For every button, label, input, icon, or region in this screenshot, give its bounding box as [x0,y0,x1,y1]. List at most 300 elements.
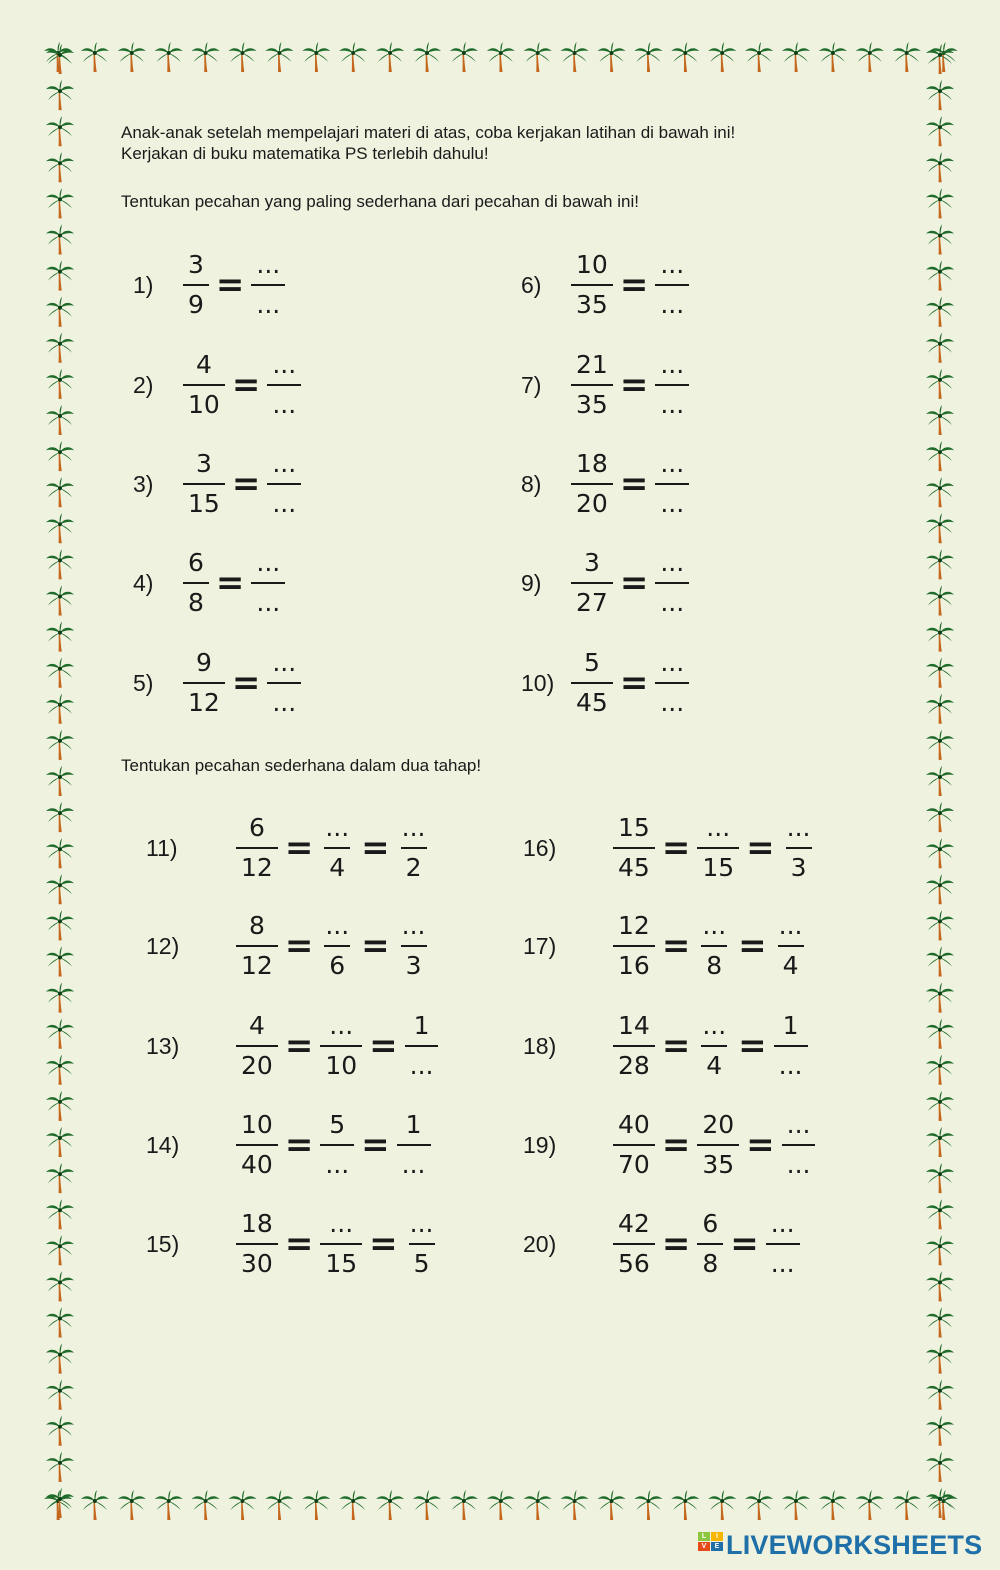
fraction [571,549,613,617]
palm-tree-icon [46,225,74,255]
denominator: 45 [613,847,655,882]
palm-tree-icon [782,1490,810,1520]
equals-sign: = [361,828,390,868]
fraction [183,450,225,518]
exercise-number: 3) [133,470,154,497]
fraction [267,649,301,717]
palm-tree-icon [118,1490,146,1520]
exercise-number: 19) [523,1131,557,1158]
numerator: ... [778,911,803,940]
exercise [133,345,301,425]
fraction [236,814,278,882]
logo-mark-letter: I [711,1532,723,1541]
palm-tree-icon [46,766,74,796]
palm-tree-icon [118,42,146,72]
palm-tree-icon [926,1271,954,1301]
palm-tree-icon [46,1199,74,1229]
palm-tree-icon [46,1127,74,1157]
palm-tree-icon [819,1490,847,1520]
palm-tree-icon [926,1308,954,1338]
equals-sign: = [361,1125,390,1165]
denominator: 15 [183,483,225,518]
fraction [236,1210,278,1278]
denominator: ... [397,1144,431,1179]
exercise-number: 9) [521,569,542,596]
denominator: 16 [613,945,655,980]
equals-sign: = [215,265,245,305]
exercise [133,543,285,623]
numerator: ... [256,250,281,279]
exercise-number: 14) [146,1131,180,1158]
fraction [774,1012,808,1080]
palm-tree-icon [926,622,954,652]
palm-tree-icon [926,874,954,904]
palm-tree-icon [487,1490,515,1520]
fraction [405,1210,439,1278]
palm-tree-icon [46,513,74,543]
fraction [397,1111,431,1179]
numerator: 9 [195,648,212,677]
numerator: 5 [329,1110,346,1139]
palm-tree-icon [46,910,74,940]
fraction [405,1012,439,1080]
palm-tree-icon [926,1380,954,1410]
fraction [655,649,689,717]
exercise-number: 11) [146,834,178,861]
fraction [766,1210,800,1278]
numerator: ... [660,548,685,577]
denominator: 15 [697,847,739,882]
fraction [697,1210,723,1278]
equals-sign: = [738,926,767,966]
palm-tree-icon [44,42,72,72]
palm-tree-icon [926,477,954,507]
numerator: 42 [618,1209,650,1238]
numerator: ... [660,350,685,379]
palm-tree-icon [598,42,626,72]
palm-tree-icon [46,983,74,1013]
numerator: 14 [618,1011,650,1040]
exercise-number: 17) [523,932,557,959]
numerator: ... [401,813,426,842]
fraction [655,351,689,419]
fraction [571,450,613,518]
numerator: 18 [241,1209,273,1238]
palm-tree-icon [926,658,954,688]
palm-tree-icon [926,152,954,182]
numerator: 5 [583,648,600,677]
palm-tree-icon [926,225,954,255]
palm-tree-icon [413,42,441,72]
palm-tree-icon [265,1490,293,1520]
denominator: 70 [613,1144,655,1179]
numerator: ... [325,911,350,940]
numerator: ... [702,911,727,940]
equals-sign: = [619,663,649,703]
palm-tree-icon [926,513,954,543]
denominator: 5 [409,1243,435,1278]
numerator: ... [272,449,297,478]
fraction [251,251,285,319]
denominator: ... [655,384,689,419]
palm-tree-icon [302,1490,330,1520]
numerator: 3 [583,548,600,577]
palm-tree-icon [671,42,699,72]
fraction [655,450,689,518]
palm-tree-icon [598,1490,626,1520]
fraction [613,1210,655,1278]
denominator: 12 [236,847,278,882]
equals-sign: = [369,1224,398,1264]
equals-sign: = [619,265,649,305]
exercise [521,643,689,723]
palm-tree-icon [926,802,954,832]
denominator: 3 [401,945,427,980]
palm-tree-icon [46,730,74,760]
denominator: 8 [701,945,727,980]
palm-tree-icon [46,1380,74,1410]
denominator: ... [405,1045,439,1080]
denominator: ... [320,1144,354,1179]
palm-tree-icon [926,1019,954,1049]
palm-tree-icon [926,333,954,363]
numerator: ... [786,813,811,842]
fraction [774,912,808,980]
numerator: ... [706,813,731,842]
palm-tree-icon [46,1452,74,1482]
denominator: 12 [236,945,278,980]
palm-tree-icon [155,42,183,72]
equals-sign: = [284,1026,314,1066]
palm-tree-icon [46,261,74,291]
palm-tree-icon [634,1490,662,1520]
numerator: 6 [188,548,204,577]
numerator: 20 [702,1110,735,1139]
equals-sign: = [284,1224,314,1264]
fraction [183,251,209,319]
exercise [146,906,431,986]
exercise-number: 20) [523,1230,557,1257]
palm-tree-icon [926,1163,954,1193]
palm-tree-icon [561,1490,589,1520]
palm-tree-icon [46,80,74,110]
palm-tree-icon [229,1490,257,1520]
palm-tree-icon [450,1490,478,1520]
exercise [521,245,689,325]
fraction [397,814,431,882]
palm-tree-icon [46,333,74,363]
exercise-number: 5) [133,669,154,696]
exercise [521,444,689,524]
exercise-number: 16) [523,834,557,861]
exercise-number: 2) [133,371,154,398]
fraction [320,814,354,882]
equals-sign: = [215,563,245,603]
palm-tree-icon [561,42,589,72]
exercise [523,1105,815,1185]
palm-tree-icon [708,1490,736,1520]
intro-line-2: Kerjakan di buku matematika PS terlebih dahulu! [121,144,489,163]
palm-tree-icon [926,694,954,724]
exercise [146,808,431,888]
exercise-number: 10) [521,669,555,696]
equals-sign: = [231,365,261,405]
exercise-number: 6) [521,271,542,298]
denominator: ... [267,483,301,518]
denominator: 40 [236,1144,278,1179]
exercise-number: 12) [146,932,180,959]
exercise [523,906,808,986]
fraction [613,1012,655,1080]
denominator: 10 [183,384,225,419]
fraction [320,1012,362,1080]
numerator: 6 [702,1209,719,1238]
palm-tree-icon [926,297,954,327]
logo-mark-icon [698,1532,722,1560]
numerator: ... [329,1011,354,1040]
palm-tree-icon [926,188,954,218]
denominator: ... [251,582,285,617]
exercise [146,1105,431,1185]
equals-sign: = [231,464,261,504]
denominator: 2 [401,847,427,882]
denominator: ... [655,483,689,518]
palm-tree-icon [46,405,74,435]
numerator: 3 [188,250,204,279]
denominator: ... [782,1144,816,1179]
numerator: ... [329,1209,354,1238]
fraction [267,450,301,518]
palm-tree-icon [926,1452,954,1482]
palm-tree-icon [926,730,954,760]
exercise-number: 1) [133,271,154,298]
palm-tree-icon [46,1488,74,1518]
numerator: ... [272,350,297,379]
palm-tree-icon [926,947,954,977]
fraction [397,912,431,980]
exercise [146,1204,438,1284]
fraction [782,1111,816,1179]
fraction [183,649,225,717]
exercise [133,245,285,325]
logo-mark-letter: V [698,1542,710,1551]
palm-tree-icon [926,1416,954,1446]
denominator: 27 [571,582,613,617]
palm-tree-icon [926,441,954,471]
section2-title: Tentukan pecahan sederhana dalam dua tahap! [121,756,482,775]
exercise [521,345,689,425]
denominator: ... [655,284,689,319]
palm-tree-icon [155,1490,183,1520]
equals-sign: = [661,1125,691,1165]
fraction [697,814,739,882]
denominator: 10 [320,1045,362,1080]
numerator: ... [325,813,350,842]
palm-tree-icon [856,42,884,72]
denominator: 35 [571,284,613,319]
palm-tree-icon [46,586,74,616]
numerator: ... [401,911,426,940]
palm-tree-icon [524,42,552,72]
fraction [183,351,225,419]
palm-tree-icon [745,42,773,72]
fraction [320,912,354,980]
equals-sign: = [661,1224,691,1264]
numerator: 12 [618,911,650,940]
fraction [613,912,655,980]
equals-sign: = [746,1125,775,1165]
denominator: 45 [571,682,613,717]
equals-sign: = [284,926,314,966]
denominator: 9 [183,284,209,319]
palm-tree-icon [46,549,74,579]
denominator: 20 [236,1045,278,1080]
palm-tree-icon [856,1490,884,1520]
logo-text: LIVEWORKSHEETS [726,1530,983,1560]
denominator: 6 [324,945,350,980]
fraction [655,251,689,319]
numerator: ... [770,1209,795,1238]
denominator: 4 [778,945,804,980]
palm-tree-icon [46,116,74,146]
palm-tree-icon [926,116,954,146]
palm-tree-icon [46,1344,74,1374]
denominator: 35 [571,384,613,419]
exercise-number: 18) [523,1032,557,1059]
denominator: 28 [613,1045,655,1080]
numerator: ... [660,250,685,279]
denominator: ... [251,284,285,319]
palm-tree-icon [46,1235,74,1265]
palm-tree-icon [926,369,954,399]
exercise [133,444,301,524]
denominator: ... [766,1243,800,1278]
palm-tree-icon [46,1308,74,1338]
numerator: 40 [618,1110,650,1139]
fraction [697,1111,739,1179]
palm-tree-icon [339,42,367,72]
fraction [782,814,816,882]
palm-tree-icon [893,42,921,72]
palm-tree-icon [81,1490,109,1520]
numerator: 1 [782,1011,799,1040]
numerator: 4 [195,350,212,379]
fraction [613,814,655,882]
palm-tree-icon [46,1416,74,1446]
denominator: 8 [697,1243,723,1278]
numerator: ... [786,1110,811,1139]
equals-sign: = [738,1026,767,1066]
palm-tree-icon [192,1490,220,1520]
equals-sign: = [619,464,649,504]
fraction [320,1111,354,1179]
logo-mark-letter: L [698,1532,710,1541]
section1-title: Tentukan pecahan yang paling sederhana dari pecahan di bawah ini! [121,192,639,211]
logo-mark-letter: E [711,1542,723,1551]
palm-tree-icon [819,42,847,72]
fraction [697,912,731,980]
palm-tree-icon [46,188,74,218]
palm-tree-icon [46,297,74,327]
equals-sign: = [619,365,649,405]
equals-sign: = [284,828,314,868]
fraction [236,1012,278,1080]
denominator: ... [655,582,689,617]
palm-tree-icon [782,42,810,72]
exercise [133,643,301,723]
denominator: 4 [701,1045,727,1080]
palm-tree-icon [524,1490,552,1520]
palm-tree-icon [926,80,954,110]
denominator: 12 [183,682,225,717]
palm-tree-icon [893,1490,921,1520]
denominator: ... [655,682,689,717]
numerator: ... [660,648,685,677]
palm-tree-icon [926,1199,954,1229]
palm-tree-icon [46,802,74,832]
equals-sign: = [284,1125,314,1165]
fraction [236,1111,278,1179]
palm-tree-icon [46,1055,74,1085]
equals-sign: = [231,663,261,703]
exercise [146,1006,438,1086]
palm-tree-icon [450,42,478,72]
numerator: 21 [576,350,608,379]
numerator: 4 [248,1011,265,1040]
palm-tree-icon [926,838,954,868]
palm-tree-icon [46,369,74,399]
numerator: ... [256,548,281,577]
palm-tree-icon [926,1127,954,1157]
palm-tree-icon [46,477,74,507]
equals-sign: = [619,563,649,603]
palm-tree-icon [926,1488,954,1518]
palm-tree-icon [708,42,736,72]
palm-tree-icon [634,42,662,72]
numerator: 10 [576,250,608,279]
palm-tree-icon [81,42,109,72]
palm-tree-icon [192,42,220,72]
palm-tree-icon [376,42,404,72]
denominator: 20 [571,483,613,518]
denominator: 4 [324,847,350,882]
palm-tree-icon [46,658,74,688]
palm-tree-icon [302,42,330,72]
palm-tree-icon [46,1163,74,1193]
fraction [697,1012,731,1080]
palm-tree-icon [926,1091,954,1121]
palm-tree-icon [413,1490,441,1520]
denominator: ... [774,1045,808,1080]
exercise-number: 15) [146,1230,180,1257]
palm-tree-icon [46,1271,74,1301]
palm-tree-icon [926,1235,954,1265]
exercise-number: 7) [521,371,542,398]
numerator: 8 [248,911,265,940]
denominator: ... [267,384,301,419]
denominator: 35 [697,1144,739,1179]
fraction [571,649,613,717]
exercise [523,1204,800,1284]
equals-sign: = [369,1026,398,1066]
palm-tree-icon [229,42,257,72]
palm-tree-icon [926,910,954,940]
numerator: ... [272,648,297,677]
fraction [571,251,613,319]
denominator: 8 [183,582,209,617]
palm-tree-icon [926,766,954,796]
denominator: 30 [236,1243,278,1278]
